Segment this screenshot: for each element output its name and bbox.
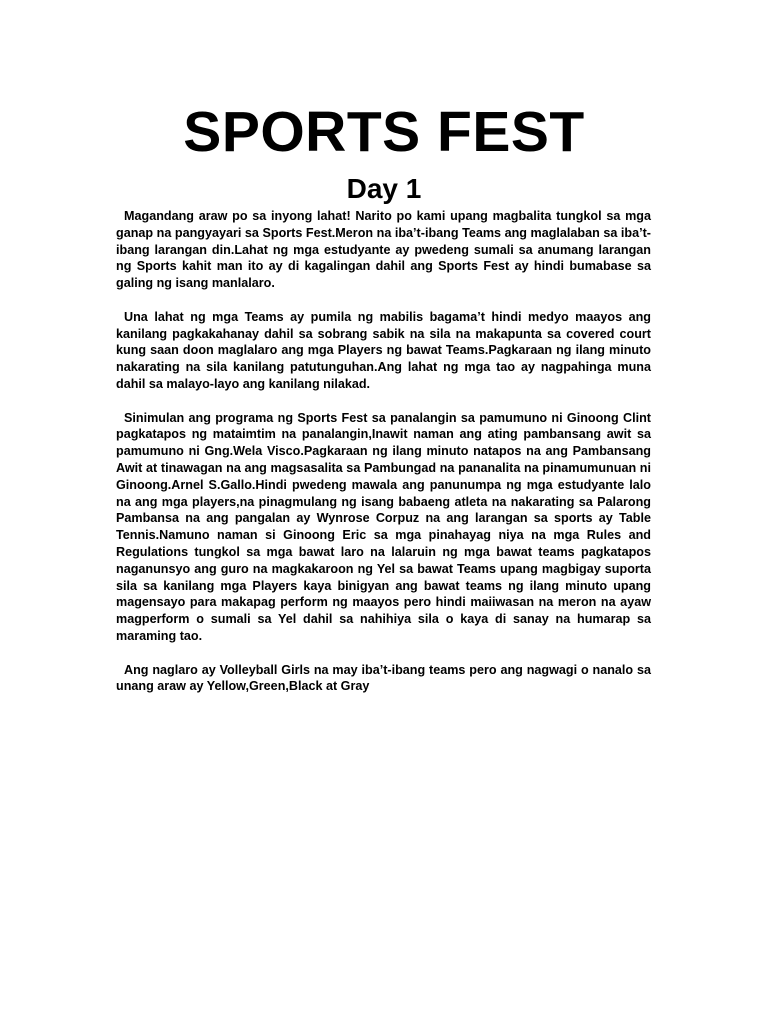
- paragraph: Una lahat ng mga Teams ay pumila ng mabilis bagama’t hindi medyo maayos ang kanilang pagkakahanay dahil sa sobrang sabik na sila na makapunta sa covered court kung saan doon maglalaro ang mga Players ng bawat Teams.Pagkaraan ng ilang minuto nakarating na sila kanilang patutunguhan.Ang lahat ng mga tao ay nagpahinga muna dahil sa malayo-layo ang kanilang nilakad.: [116, 309, 651, 391]
- paragraph: Sinimulan ang programa ng Sports Fest sa panalangin sa pamumuno ni Ginoong Clint pagkatapos ng mataimtim na panalangin,Inawit naman ang ating pambansang awit sa pamumuno ni Gng.Wela Visco.Pagkaraan ng ilang minuto natapos na ang Pambansang Awit at tinawagan na ang magsasalita sa Pambungad na pananalita na pinamumunuan ni Ginoong.Arnel S.Gallo.Hindi pwedeng mawala ang panunumpa ng mga estudyante lalo na ang mga players,na pinagmulang ng isang babaeng atleta na nakarating sa Palarong Pambansa na ang pangalan ay Wynrose Corpuz na ang larangan sa sports ay Table Tennis.Namuno naman si Ginoong Eric sa mga pinahayag niya na mga Rules and Regulations tungkol sa mga bawat laro na lalaruin ng mga bawat teams pagkatapos naganunsyo ang guro na magkakaroon ng Yel sa bawat Teams upang magbigay suporta sila sa kanilang mga Players kaya binigyan ang bawat teams ng ilang minuto upang magensayo para makapag perform ng maayos pero hindi maiiwasan na meron na ayaw magperform o sumali sa Yel dahil sa nahihiya sila o kaya di sanay na humarap sa maraming tao.: [116, 410, 651, 643]
- document-subtitle: Day 1: [346, 173, 422, 204]
- document-body: [116, 208, 651, 712]
- paragraph: Ang naglaro ay Volleyball Girls na may iba’t-ibang teams pero ang nagwagi o nanalo sa unang araw ay Yellow,Green,Black at Gray: [116, 662, 651, 694]
- paragraph: Magandang araw po sa inyong lahat! Narito po kami upang magbalita tungkol sa mga ganap na pangyayari sa Sports Fest.Meron na iba’t-ibang Teams ang maglalaban sa iba’t-ibang larangan din.Lahat ng mga estudyante ay pwedeng sumali sa anumang larangan ng Sports kahit man ito ay di kagalingan dahil ang Sports Fest ay hindi bumabase sa galing ng isang manlalaro.: [116, 209, 651, 291]
- document-title: SPORTS FEST: [183, 100, 585, 164]
